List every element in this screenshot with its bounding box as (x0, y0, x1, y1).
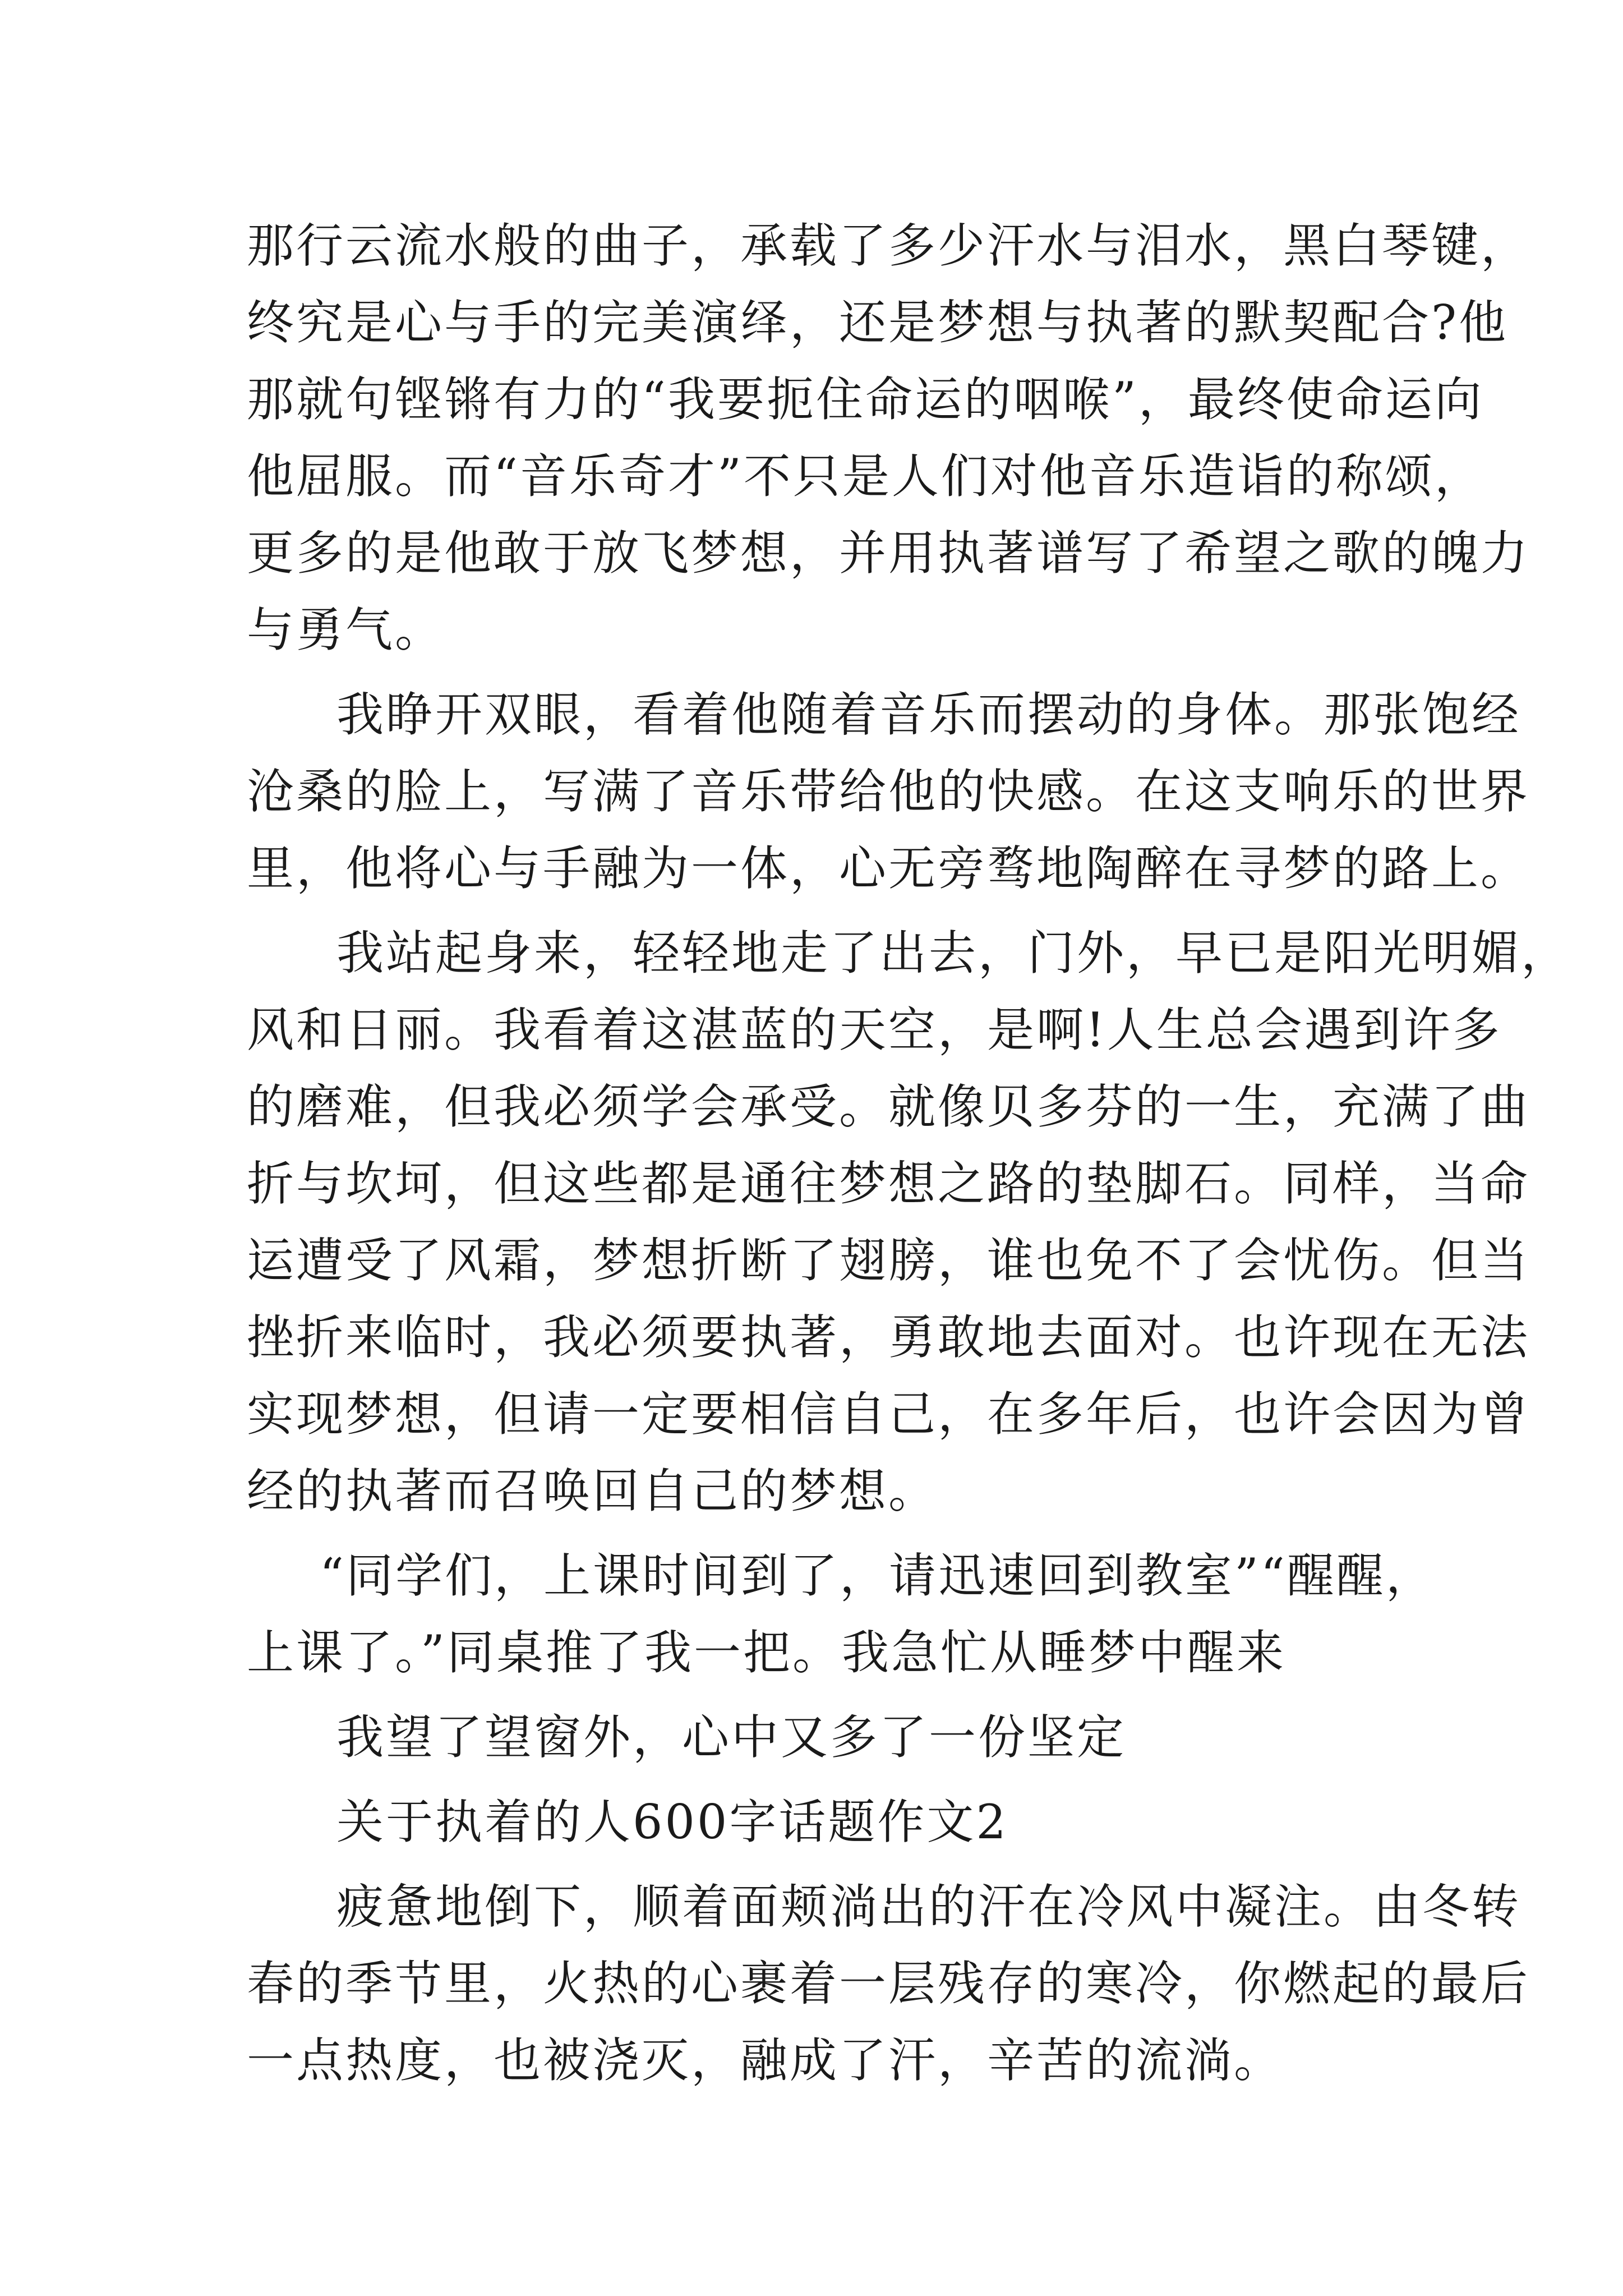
text-line: 经的执著而召唤回自己的梦想。 (247, 1464, 938, 1519)
paragraph-start-line: “同学们，上课时间到了，请迅速回到教室”“醒醒， (320, 1548, 1435, 1603)
text-line: 上课了。”同桌推了我一把。我急忙从睡梦中醒来 (247, 1625, 1286, 1680)
text-line: 那就句铿锵有力的“我要扼住命运的咽喉”，最终使命运向 (247, 372, 1484, 427)
text-line: 一点热度，也被浇灭，融成了汗，辛苦的流淌。 (247, 2033, 1284, 2088)
section-heading: 关于执着的人600字话题作文2 (336, 1795, 1008, 1849)
text-line: 他屈服。而“音乐奇才”不只是人们对他音乐造诣的称颂， (247, 449, 1484, 504)
text-line: 折与坎坷，但这些都是通往梦想之路的垫脚石。同样，当命 (247, 1156, 1530, 1211)
document-body (247, 208, 1571, 2099)
text-line: 终究是心与手的完美演绎，还是梦想与执著的默契配合?他 (247, 295, 1509, 350)
paragraph-start-line: 疲惫地倒下，顺着面颊淌出的汗在冷风中凝注。由冬转 (336, 1879, 1521, 1934)
text-line: 的磨难，但我必须学会承受。就像贝多芬的一生，充满了曲 (247, 1079, 1530, 1134)
paragraph-start-line: 我站起身来，轻轻地走了出去，门外，早已是阳光明媚， (336, 926, 1571, 981)
text-line: 更多的是他敢于放飞梦想，并用执著谱写了希望之歌的魄力 (247, 526, 1530, 581)
paragraph-line: 我望了望窗外，心中又多了一份坚定 (336, 1710, 1127, 1765)
text-line: 实现梦想，但请一定要相信自己，在多年后，也许会因为曾 (247, 1387, 1530, 1442)
paragraph-start-line: 我睁开双眼，看着他随着音乐而摆动的身体。那张饱经 (336, 687, 1521, 742)
text-line: 里，他将心与手融为一体，心无旁骛地陶醉在寻梦的路上。 (247, 841, 1530, 896)
text-line: 风和日丽。我看着这湛蓝的天空，是啊!人生总会遇到许多 (247, 1002, 1502, 1057)
text-line: 与勇气。 (247, 602, 445, 657)
text-line: 挫折来临时，我必须要执著，勇敢地去面对。也许现在无法 (247, 1310, 1530, 1365)
text-line: 那行云流水般的曲子，承载了多少汗水与泪水，黑白琴键， (247, 218, 1530, 273)
text-line: 运遭受了风霜，梦想折断了翅膀，谁也免不了会忧伤。但当 (247, 1233, 1530, 1288)
text-line: 沧桑的脸上，写满了音乐带给他的快感。在这支响乐的世界 (247, 764, 1530, 819)
text-line: 春的季节里，火热的心裹着一层残存的寒冷，你燃起的最后 (247, 1956, 1530, 2011)
